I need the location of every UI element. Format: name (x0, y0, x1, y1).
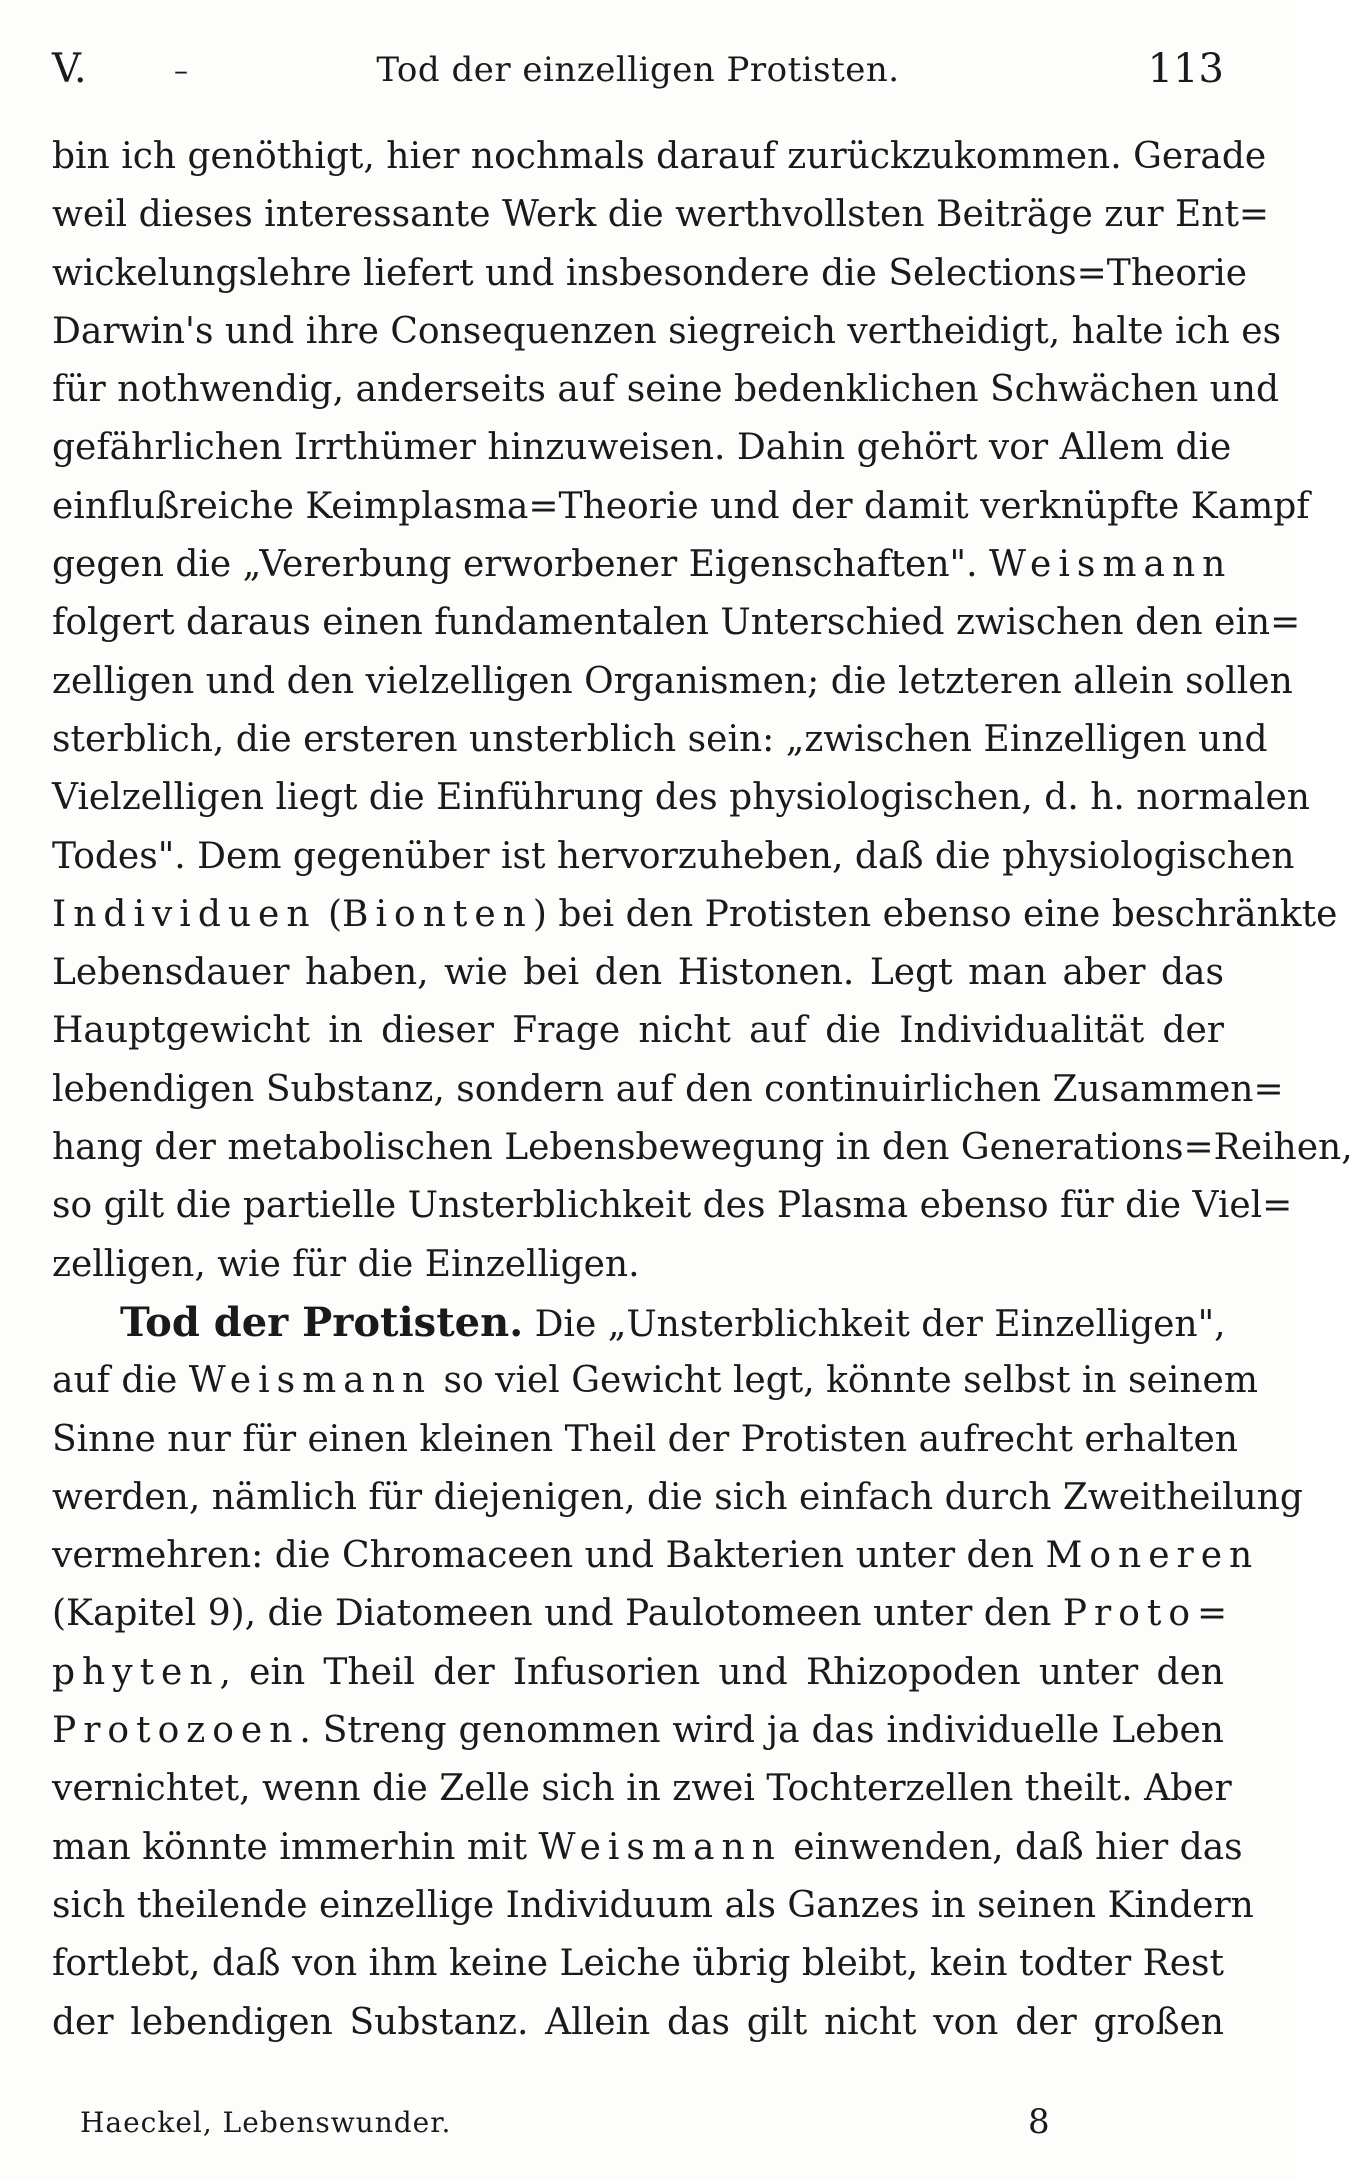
text-line: zelligen, wie für die Einzelligen. (52, 1243, 640, 1285)
page-number: 113 (1147, 46, 1224, 92)
text-line: gefährlichen Irrthümer hinzuweisen. Dahin gehört vor Allem die (52, 427, 1232, 469)
header-dash: – (174, 54, 188, 87)
section-heading: Tod der Protisten. (120, 1298, 524, 1346)
text-line (52, 1644, 1224, 1702)
emphasized-name: Weismann (538, 1826, 782, 1868)
text-run: einwenden, daß hier das (781, 1826, 1243, 1868)
text-line: werden, nämlich für diejenigen, die sich einfach durch Zweitheilung (52, 1476, 1303, 1518)
sheet-number: 8 (1028, 2102, 1050, 2142)
emphasized-term: Bionten (342, 893, 533, 935)
text-run: auf die (52, 1360, 189, 1402)
text-line (52, 1294, 1224, 1352)
text-run: ) bei den Protisten ebenso eine beschränkte (532, 893, 1338, 935)
text-line (52, 1352, 1258, 1410)
text-run: (Kapitel 9), die Diatomeen und Paulotomeen unter den (52, 1593, 1063, 1635)
text-run: gegen die „Vererbung erworbener Eigenschaften". (52, 544, 989, 586)
emphasized-name: Weismann (988, 544, 1233, 586)
emphasized-term: Individuen (52, 893, 317, 935)
text-line (52, 1702, 1224, 1760)
emphasized-term: Moneren (1045, 1535, 1260, 1577)
text-line: Darwin's und ihre Consequenzen siegreich vertheidigt, halte ich es (52, 310, 1282, 352)
text-run: so viel Gewicht legt, könnte selbst in seinem (432, 1360, 1258, 1402)
running-title: Tod der einzelligen Protisten. (376, 50, 900, 90)
text-line: wickelungslehre liefert und insbesondere die Selections=Theorie (52, 252, 1248, 294)
emphasized-term: Proto= (1062, 1593, 1235, 1635)
text-line: so gilt die partielle Unsterblichkeit des Plasma ebenso für die Viel= (52, 1185, 1293, 1227)
text-line (52, 1527, 1260, 1585)
emphasized-name: Weismann (188, 1360, 433, 1402)
text-line: bin ich genöthigt, hier nochmals darauf zurückzukommen. Gerade (52, 136, 1267, 177)
body-text (52, 128, 1353, 2052)
text-line: lebendigen Substanz, sondern auf den continuirlichen Zusammen= (52, 1068, 1284, 1110)
text-line (52, 1819, 1243, 1877)
text-line: vernichtet, wenn die Zelle sich in zwei Tochterzellen theilt. Aber (52, 1768, 1232, 1810)
emphasized-term: Protozoen (52, 1710, 300, 1752)
text-run: ( (316, 893, 343, 935)
chapter-number: V. (52, 46, 87, 92)
signature-author: Haeckel, Lebenswunder. (80, 2106, 452, 2139)
text-line: Todes". Dem gegenüber ist hervorzuheben, daß die physiologischen (52, 835, 1295, 877)
text-line: für nothwendig, anderseits auf seine bedenklichen Schwächen und (52, 369, 1279, 411)
text-line (52, 536, 1233, 594)
text-line: sich theilende einzellige Individuum als Ganzes in seinen Kindern (52, 1884, 1254, 1926)
text-run: . Streng genommen wird ja das individuelle Leben (299, 1710, 1224, 1752)
page-footer (80, 2102, 1080, 2146)
text-run: vermehren: die Chromaceen und Bakterien unter den (52, 1535, 1046, 1577)
page-header (52, 46, 1224, 106)
text-line: Lebensdauer haben, wie bei den Histonen. Legt man aber das (52, 952, 1224, 994)
text-line (52, 886, 1338, 944)
emphasized-term: phyten (52, 1651, 220, 1693)
text-line: zelligen und den vielzelligen Organismen; die letzteren allein sollen (52, 660, 1293, 702)
text-line: Vielzelligen liegt die Einführung des physiologischen, d. h. normalen (52, 777, 1310, 819)
text-line: folgert daraus einen fundamentalen Unterschied zwischen den ein= (52, 602, 1301, 644)
text-line: weil dieses interessante Werk die werthvollsten Beiträge zur Ent= (52, 194, 1270, 236)
text-run: man könnte immerhin mit (52, 1826, 539, 1868)
text-run: Die „Unsterblichkeit der Einzelligen", (523, 1303, 1226, 1345)
text-line: fortlebt, daß von ihm keine Leiche übrig bleibt, kein todter Rest (52, 1943, 1224, 1985)
text-line: einflußreiche Keimplasma=Theorie und der damit verknüpfte Kampf (52, 485, 1310, 527)
text-line: sterblich, die ersteren unsterblich sein: „zwischen Einzelligen und (52, 718, 1268, 760)
text-run: , ein Theil der Infusorien und Rhizopoden unter den (219, 1651, 1224, 1693)
text-line: hang der metabolischen Lebensbewegung in den Generations=Reihen, (52, 1127, 1353, 1169)
text-line (52, 1585, 1235, 1643)
text-line: der lebendigen Substanz. Allein das gilt nicht von der großen (52, 2001, 1224, 2043)
text-line: Hauptgewicht in dieser Frage nicht auf die Individualität der (52, 1010, 1224, 1052)
text-line: Sinne nur für einen kleinen Theil der Protisten aufrecht erhalten (52, 1418, 1238, 1460)
